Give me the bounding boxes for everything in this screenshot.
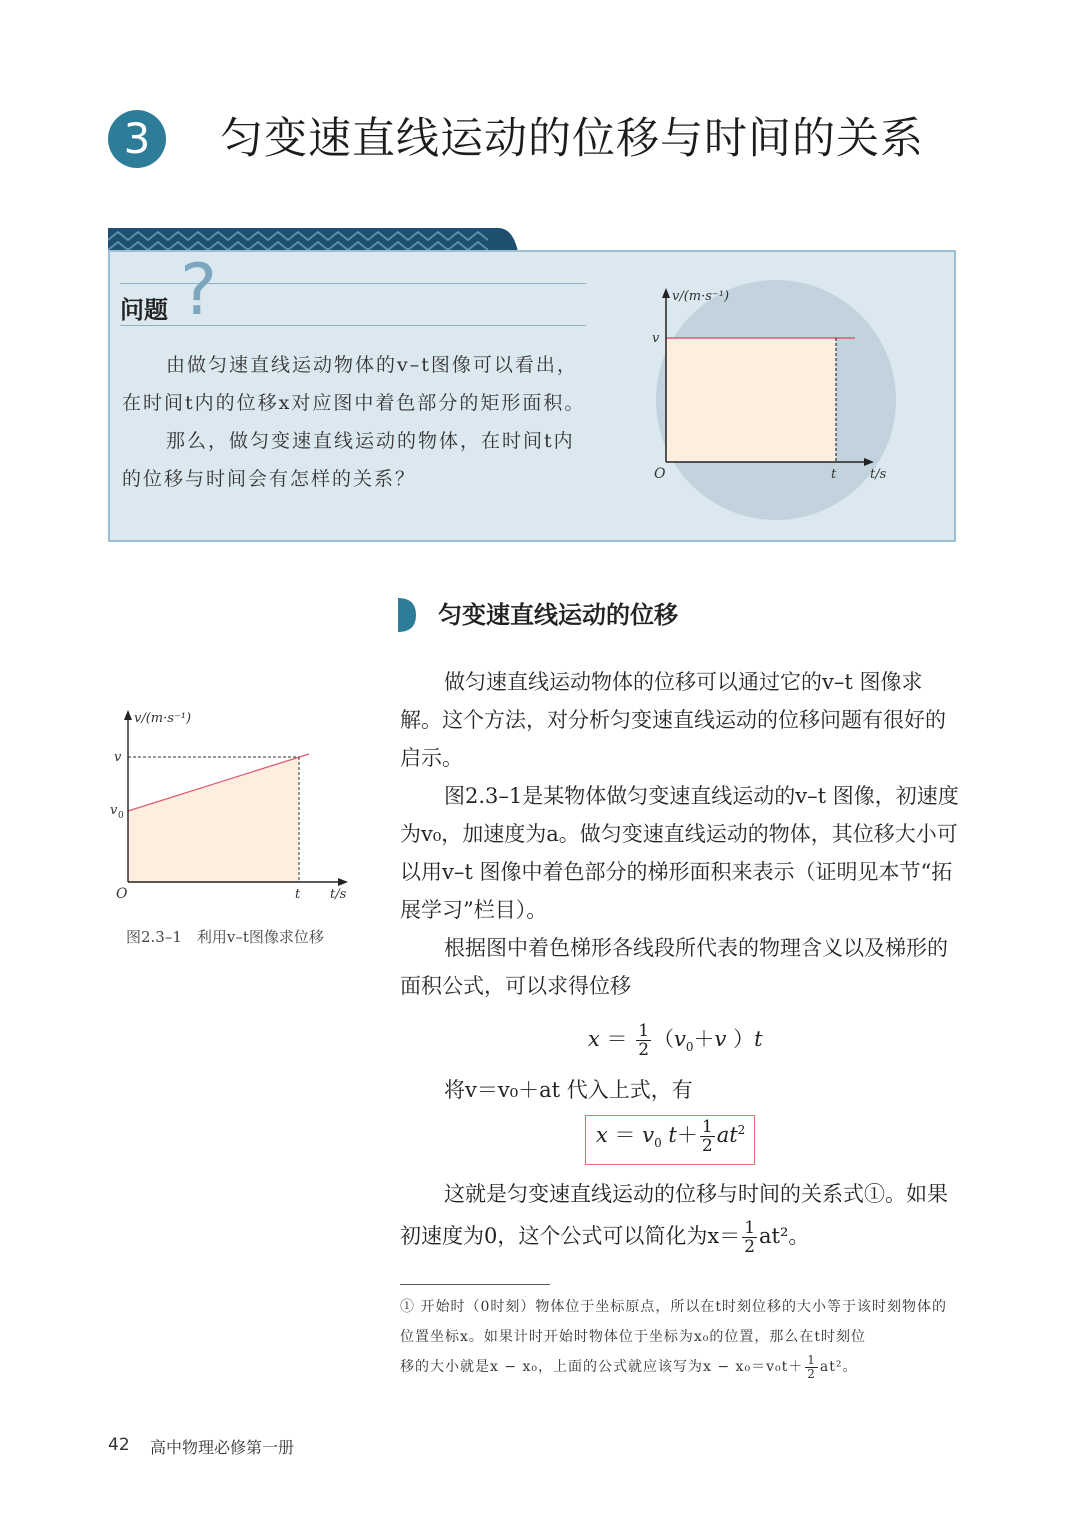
equation-trapezoid-area: x ＝ $\frac{1}{2}$ （$v_0+v$ ）t xyxy=(588,1021,763,1060)
equation-displacement-time: $x = v_0$ t＋ $\frac{1}{2}$ $at^2$ xyxy=(596,1117,746,1156)
figure-vt-chart xyxy=(100,700,360,915)
y-axis-arrow xyxy=(662,288,670,298)
section-title: 匀变速直线运动的位移与时间的关系 xyxy=(220,114,924,164)
body-paragraph-3: 根据图中着色梯形各线段所代表的物理含义以及梯形的面积公式，可以求得位移 xyxy=(400,936,948,998)
body-paragraph-2: 图2.3–1是某物体做匀变速直线运动的v–t 图像，初速度为v₀，加速度为a。做匀变速直线运动的物体，其位移大小可以用v–t 图像中着色部分的梯形面积来表示（证明见本节“拓展学习”栏目）。 xyxy=(400,784,959,922)
x-tick-t: t xyxy=(295,887,301,902)
section-number-badge: 3 xyxy=(108,110,166,168)
figure-caption: 图2.3–1 利用v–t图像求位移 xyxy=(126,928,324,946)
body-paragraph-4: 这就是匀变速直线运动的位移与时间的关系式①。如果 初速度为0，这个公式可以简化为x＝ $\frac{1}{2}$ at²。 xyxy=(400,1182,948,1257)
y-axis-label: v/(m·s⁻¹) xyxy=(672,289,730,304)
footnote-divider xyxy=(400,1284,550,1285)
x-tick-t: t xyxy=(831,467,837,482)
y-tick-v0-subscript: 0 xyxy=(118,811,124,821)
question-para-2: 那么，做匀变速直线运动的物体，在时间t内的位移与时间会有怎样的关系？ xyxy=(122,430,575,490)
footnote-line-2: 移的大小就是x − x₀，上面的公式就应该写为x − x₀＝v₀t＋ $\frac{1}{2}$ at²。 xyxy=(400,1352,858,1381)
shaded-rectangle xyxy=(666,338,836,462)
substitution-text: 将v＝v₀＋at 代入上式，有 xyxy=(444,1078,693,1102)
origin-label: O xyxy=(116,886,128,902)
y-tick-v: v xyxy=(114,750,122,765)
x-axis-arrow xyxy=(338,878,348,886)
decorative-stripe xyxy=(108,228,518,252)
x-axis-label: t/s xyxy=(330,887,347,902)
question-mark-icon: ? xyxy=(180,249,218,331)
origin-label: O xyxy=(654,466,666,482)
y-tick-v: v xyxy=(652,331,660,346)
body-paragraph-1: 做匀速直线运动物体的位移可以通过它的v–t 图像求解。这个方法，对分析匀变速直线运动的位移问题有很好的启示。 xyxy=(400,670,946,770)
page-number: 42 xyxy=(108,1435,130,1455)
question-vt-chart xyxy=(640,280,910,530)
x-axis-label: t/s xyxy=(870,467,887,482)
y-axis-arrow xyxy=(124,710,132,720)
footnote-line-1: ① 开始时（0时刻）物体位于坐标原点，所以在t时刻位移的大小等于该时刻物体的位置坐标x。如果计时开始时物体位于坐标为x₀的位置，那么在t时刻位 xyxy=(400,1299,947,1345)
shaded-trapezoid xyxy=(128,757,299,882)
book-title: 高中物理必修第一册 xyxy=(150,1438,295,1457)
question-para-1: 由做匀速直线运动物体的v–t图像可以看出，在时间t内的位移x对应图中着色部分的矩形面积。 xyxy=(122,354,586,414)
section-marker-icon xyxy=(398,598,416,632)
footnote xyxy=(400,1292,960,1382)
subsection-title: 匀变速直线运动的位移 xyxy=(438,601,678,629)
question-label: 问题 xyxy=(120,296,168,324)
question-text xyxy=(122,346,592,498)
y-tick-v0: v xyxy=(110,803,118,818)
y-axis-label: v/(m·s⁻¹) xyxy=(134,711,192,726)
